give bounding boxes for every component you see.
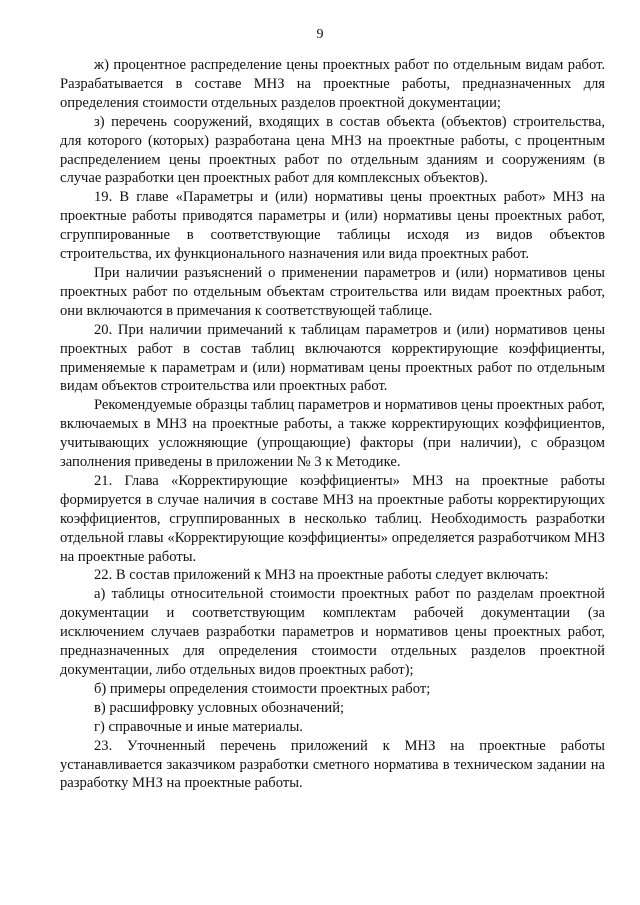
paragraph-22-b: б) примеры определения стоимости проектных работ;: [94, 680, 431, 697]
paragraph-22: 22. В состав приложений к МНЗ на проектные работы следует включать:: [94, 567, 549, 584]
document-body: [60, 56, 605, 793]
paragraph-21: 21. Глава «Корректирующие коэффициенты» МНЗ на проектные работы формируется в случае наличия в составе МНЗ на проектные работы корректирующих коэффициентов, сгруппированных в несколько таблиц. Необходимость разработки отдельной главы «Корректирующие коэффициенты» определяется разработчиком МНЗ на проектные работы.: [60, 472, 605, 565]
paragraph-19: 19. В главе «Параметры и (или) нормативы цены проектных работ» МНЗ на проектные работы приводятся параметры и (или) нормативы цены проектных работ, сгруппированные в соответствующие таблицы исходя из видов объектов строительства, их функционального назначения или вида проектных работ.: [60, 189, 605, 263]
paragraph-22-a: а) таблицы относительной стоимости проектных работ по разделам проектной документации и соответствующим комплектам рабочей документации (за исключением случаев разработки параметров и нормативов цены проектных работ, предназначенных для определения стоимости отдельных разделов проектной документации, либо отдельных видов проектных работ);: [60, 586, 605, 678]
paragraph-20-samples: Рекомендуемые образцы таблиц параметров и нормативов цены проектных работ, включаемых в МНЗ на проектные работы, а также корректирующих коэффициентов, учитывающих усложняющие (упрощающие) факторы (при наличии), с образцом заполнения приведены в приложении № 3 к Методике.: [60, 397, 605, 471]
paragraph-22-v: в) расшифровку условных обозначений;: [94, 699, 345, 716]
paragraph-zh: ж) процентное распределение цены проектных работ по отдельным видам работ. Разрабатывается в составе МНЗ на проектные работы, предназначенных для определения стоимости отдельных разделов проектной документации;: [60, 57, 605, 111]
page-number: 9: [316, 27, 324, 42]
paragraph-23: 23. Уточненный перечень приложений к МНЗ на проектные работы устанавливается заказчиком разработки сметного норматива в техническом задании на разработку МНЗ на проектные работы.: [60, 737, 605, 792]
paragraph-19-clarifications: При наличии разъяснений о применении параметров и (или) нормативов цены проектных работ по отдельным объектам строительства или видам проектных работ, они включаются в примечания к соответствующей таблице.: [60, 264, 605, 319]
paragraph-z: з) перечень сооружений, входящих в состав объекта (объектов) строительства, для которого (которых) разработана цена МНЗ на проектные работы, с процентным распределением цены проектных работ по отдельным зданиям и сооружениям (в случае разработки цен проектных работ для комплексных объектов).: [60, 113, 605, 187]
paragraph-20: 20. При наличии примечаний к таблицам параметров и (или) нормативов цены проектных работ в состав таблиц включаются корректирующие коэффициенты, применяемые к параметрам и (или) нормативам цены проектных работ по отдельным видам объектов строительства или проектных работ.: [60, 321, 605, 395]
paragraph-22-g: г) справочные и иные материалы.: [94, 718, 303, 735]
